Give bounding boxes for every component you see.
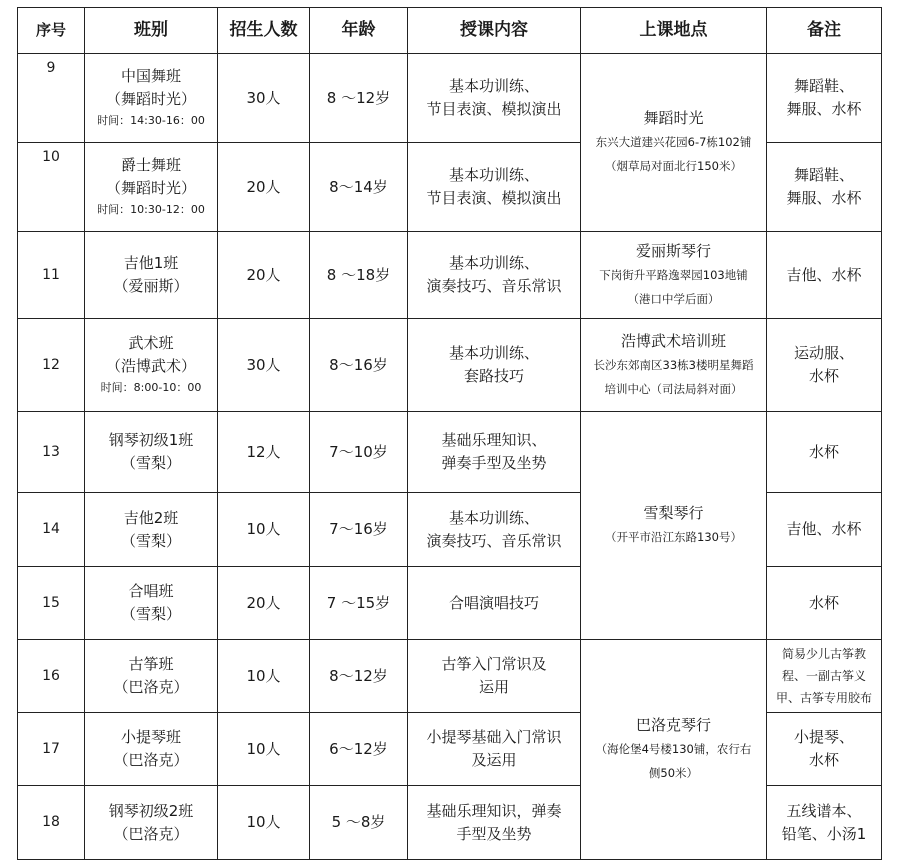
cell-age: 8～14岁 xyxy=(310,143,408,232)
cell-location: 巴洛克琴行 （海伦堡4号楼130铺，农行右 侧50米） xyxy=(581,640,767,860)
cell-seq: 10 xyxy=(18,143,85,232)
header-content: 授课内容 xyxy=(408,8,581,54)
cell-content: 基础乐理知识，弹奏 手型及坐势 xyxy=(408,786,581,860)
class-org: （巴洛克） xyxy=(113,824,189,843)
cell-class xyxy=(85,493,218,567)
cell-location: 舞蹈时光 东兴大道建兴花园6-7栋102铺 （烟草局对面北行150米） xyxy=(581,54,767,232)
cell-age: 5 ～8岁 xyxy=(310,786,408,860)
cell-class xyxy=(85,640,218,713)
class-org: （雪梨） xyxy=(120,605,181,623)
location-name: 浩博武术培训班 xyxy=(620,331,726,350)
location-name: 舞蹈时光 xyxy=(643,109,704,127)
cell-notes: 舞蹈鞋、 舞服、水杯 xyxy=(767,143,882,232)
table-row xyxy=(18,54,882,143)
location-name: 巴洛克琴行 xyxy=(635,716,711,734)
cell-location: 爱丽斯琴行 下岗街升平路逸翠园103地铺 （港口中学后面） xyxy=(581,232,767,319)
cell-seq: 18 xyxy=(18,786,85,860)
class-name: 吉他2班 xyxy=(123,508,179,527)
class-name: 中国舞班 xyxy=(120,67,181,85)
class-org: （雪梨） xyxy=(120,531,181,550)
cell-notes: 五线谱本、 铅笔、小汤1 xyxy=(767,786,882,860)
cell-class xyxy=(85,786,218,860)
cell-seq: 11 xyxy=(18,232,85,319)
class-schedule-table xyxy=(17,7,882,860)
class-name: 钢琴初级2班 xyxy=(108,801,194,820)
cell-content: 基础乐理知识、 弹奏手型及坐势 xyxy=(408,412,581,493)
class-time: 时间：10:30-12：00 xyxy=(97,203,205,216)
table-row xyxy=(18,319,882,412)
cell-seq: 14 xyxy=(18,493,85,567)
cell-age: 8 ～18岁 xyxy=(310,232,408,319)
header-seq: 序号 xyxy=(18,8,85,54)
cell-enroll: 10人 xyxy=(218,786,310,860)
cell-notes: 水杯 xyxy=(767,412,882,493)
header-enroll: 招生人数 xyxy=(218,8,310,54)
cell-notes: 小提琴、 水杯 xyxy=(767,713,882,786)
cell-class xyxy=(85,54,218,143)
cell-notes: 舞蹈鞋、 舞服、水杯 xyxy=(767,54,882,143)
cell-enroll: 20人 xyxy=(218,567,310,640)
cell-class xyxy=(85,713,218,786)
class-org: （巴洛克） xyxy=(113,751,189,769)
cell-enroll: 10人 xyxy=(218,713,310,786)
table-row xyxy=(18,640,882,713)
cell-content: 基本功训练、 演奏技巧、音乐常识 xyxy=(408,493,581,567)
class-org: （浩博武术） xyxy=(105,357,196,375)
cell-class xyxy=(85,319,218,412)
class-org: （舞蹈时光） xyxy=(105,90,196,108)
class-time: 时间：8:00-10：00 xyxy=(100,381,202,394)
cell-seq: 13 xyxy=(18,412,85,493)
class-org: （雪梨） xyxy=(120,454,181,472)
cell-seq: 9 xyxy=(18,54,85,143)
location-name: 雪梨琴行 xyxy=(643,504,704,522)
cell-age: 8～16岁 xyxy=(310,319,408,412)
cell-notes: 吉他、水杯 xyxy=(767,493,882,567)
cell-enroll: 30人 xyxy=(218,54,310,143)
cell-notes: 运动服、 水杯 xyxy=(767,319,882,412)
cell-enroll: 10人 xyxy=(218,640,310,713)
class-name: 武术班 xyxy=(128,334,174,352)
cell-class xyxy=(85,567,218,640)
class-org: （爱丽斯） xyxy=(113,277,189,295)
cell-content: 古筝入门常识及 运用 xyxy=(408,640,581,713)
class-org: （巴洛克） xyxy=(113,678,189,696)
location-name: 爱丽斯琴行 xyxy=(635,241,711,260)
cell-seq: 17 xyxy=(18,713,85,786)
header-notes: 备注 xyxy=(767,8,882,54)
class-name: 古筝班 xyxy=(128,655,174,673)
cell-seq: 16 xyxy=(18,640,85,713)
cell-enroll: 20人 xyxy=(218,232,310,319)
class-time: 时间：14:30-16：00 xyxy=(97,114,205,127)
cell-content: 基本功训练、 节目表演、模拟演出 xyxy=(408,54,581,143)
table-row xyxy=(18,232,882,319)
cell-enroll: 12人 xyxy=(218,412,310,493)
cell-seq: 12 xyxy=(18,319,85,412)
cell-enroll: 10人 xyxy=(218,493,310,567)
cell-content: 合唱演唱技巧 xyxy=(408,567,581,640)
cell-class xyxy=(85,232,218,319)
table-row xyxy=(18,412,882,493)
cell-class xyxy=(85,412,218,493)
cell-seq: 15 xyxy=(18,567,85,640)
class-org: （舞蹈时光） xyxy=(105,179,196,197)
cell-notes: 简易少儿古筝教 程、一副古筝义 甲、古筝专用胶布 xyxy=(767,640,882,713)
header-row xyxy=(18,8,882,54)
cell-location: 浩博武术培训班 长沙东郊南区33栋3楼明星舞蹈 培训中心（司法局斜对面） xyxy=(581,319,767,412)
cell-age: 6～12岁 xyxy=(310,713,408,786)
class-name: 吉他1班 xyxy=(123,254,179,272)
cell-content: 基本功训练、 演奏技巧、音乐常识 xyxy=(408,232,581,319)
cell-content: 小提琴基础入门常识 及运用 xyxy=(408,713,581,786)
cell-enroll: 30人 xyxy=(218,319,310,412)
cell-enroll: 20人 xyxy=(218,143,310,232)
header-age: 年龄 xyxy=(310,8,408,54)
cell-age: 7～16岁 xyxy=(310,493,408,567)
cell-content: 基本功训练、 套路技巧 xyxy=(408,319,581,412)
cell-notes: 吉他、水杯 xyxy=(767,232,882,319)
class-name: 爵士舞班 xyxy=(120,156,181,174)
cell-age: 8 ～12岁 xyxy=(310,54,408,143)
class-name: 小提琴班 xyxy=(120,728,181,746)
header-class: 班别 xyxy=(85,8,218,54)
cell-class xyxy=(85,143,218,232)
cell-age: 7～10岁 xyxy=(310,412,408,493)
class-name: 合唱班 xyxy=(128,582,174,600)
cell-location: 雪梨琴行 （开平市沿江东路130号） xyxy=(581,412,767,640)
cell-age: 8～12岁 xyxy=(310,640,408,713)
header-location: 上课地点 xyxy=(581,8,767,54)
class-name: 钢琴初级1班 xyxy=(108,431,194,449)
cell-content: 基本功训练、 节目表演、模拟演出 xyxy=(408,143,581,232)
cell-notes: 水杯 xyxy=(767,567,882,640)
cell-age: 7 ～15岁 xyxy=(310,567,408,640)
